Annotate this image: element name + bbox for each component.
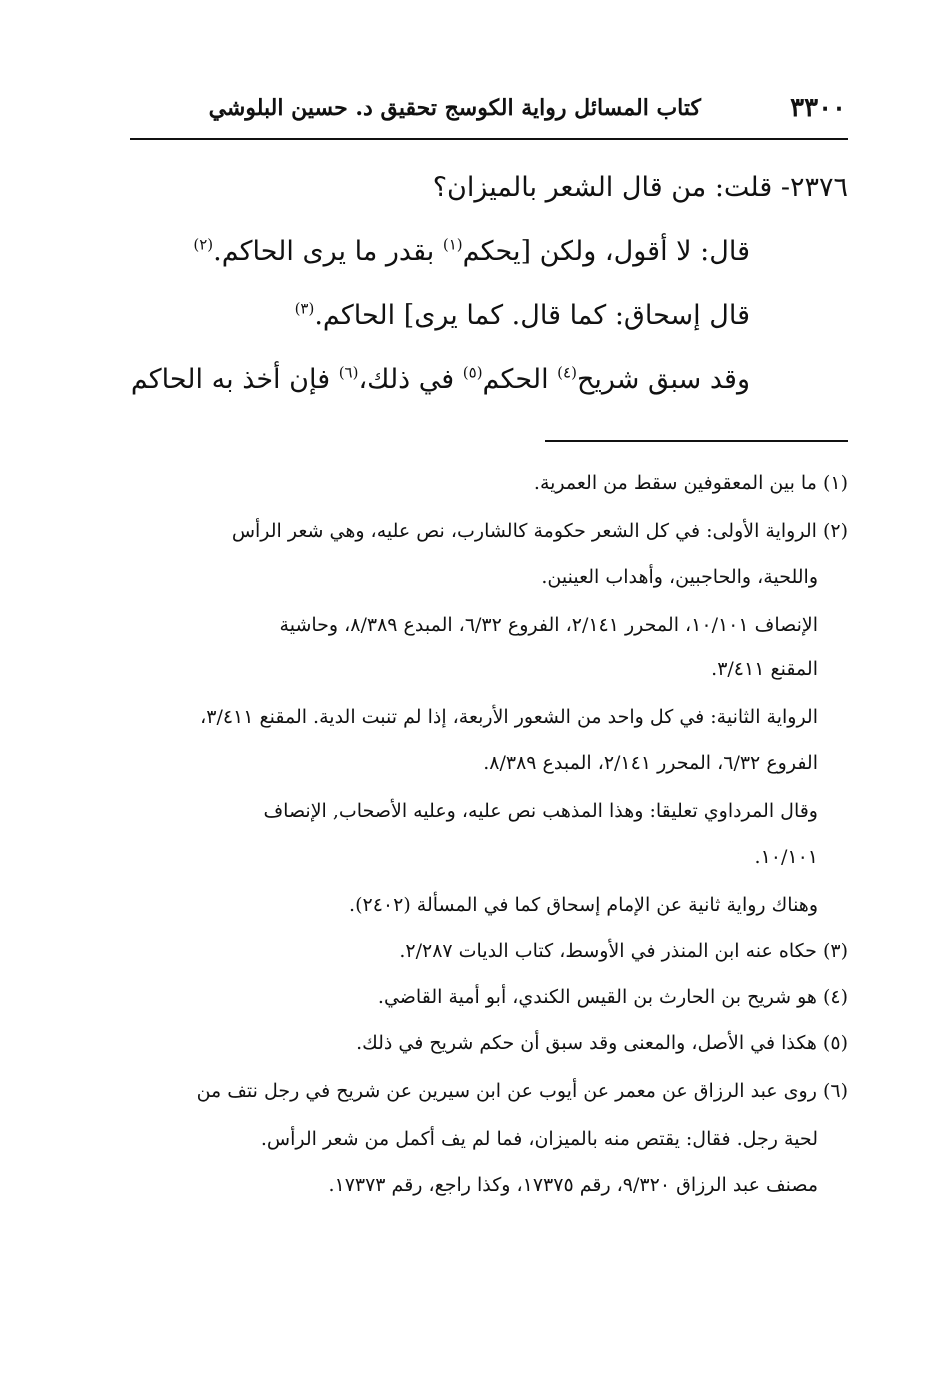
shurayh-text-a: وقد سبق شريح <box>576 364 750 395</box>
running-title: كتاب المسائل رواية الكوسج تحقيق د. حسين البلوشي <box>208 95 701 121</box>
shurayh-text-b: الحكم <box>482 364 558 395</box>
ishaq-text: قال إسحاق: كما قال. كما يرى] الحاكم. <box>314 300 750 331</box>
footnote-ref-1[interactable]: (١) <box>442 235 463 254</box>
ishaq-line <box>295 300 750 331</box>
answer-line <box>193 236 750 267</box>
header-rule <box>130 138 848 140</box>
footnote-ref-4[interactable]: (٤) <box>557 363 577 382</box>
shurayh-text-d: فإن أخذ به الحاكم <box>130 364 339 395</box>
page-number: ٣٣٠٠ <box>790 93 846 123</box>
question-line <box>433 172 848 203</box>
footnote-rule <box>545 440 848 442</box>
footnote-4: (٤) هو شريح بن الحارث بن القيس الكندي، أبو أمية القاضي. <box>377 986 848 1008</box>
answer-text-b: بقدر ما يرى الحاكم. <box>213 236 443 267</box>
footnote-ref-6[interactable]: (٦) <box>338 363 359 382</box>
footnote-2-line-6: الفروع ٦/٣٢، المحرر ٢/١٤١، المبدع ٨/٣٨٩. <box>483 752 818 774</box>
footnote-6-line-1: (٦) روى عبد الرزاق عن معمر عن أيوب عن ابن سيرين عن شريح في رجل نتف من <box>196 1080 848 1102</box>
footnote-2-line-4: المقنع ٣/٤١١. <box>711 658 818 680</box>
shurayh-text-c: في ذلك، <box>358 364 463 395</box>
page-header <box>130 93 846 133</box>
footnote-2-line-9: وهناك رواية ثانية عن الإمام إسحاق كما في المسألة (٢٤٠٢). <box>349 894 818 916</box>
footnote-ref-5[interactable]: (٥) <box>462 363 483 382</box>
footnote-2-line-2: واللحية، والحاجبين، وأهداب العينين. <box>541 566 818 588</box>
footnote-1: (١) ما بين المعقوفين سقط من العمرية. <box>533 472 848 494</box>
footnote-2-line-8: ١٠/١٠١. <box>754 846 818 868</box>
footnote-5: (٥) هكذا في الأصل، والمعنى وقد سبق أن حكم شريح في ذلك. <box>356 1032 848 1054</box>
footnote-ref-3[interactable]: (٣) <box>294 299 315 318</box>
footnote-2-line-1: (٢) الرواية الأولى: في كل الشعر حكومة كالشارب، نص عليه، وهي شعر الرأس <box>231 520 848 542</box>
footnote-ref-2[interactable]: (٢) <box>193 235 214 254</box>
footnote-6-line-2: لحية رجل. فقال: يقتص منه بالميزان، فما لم يف أكمل من شعر الرأس. <box>260 1128 818 1150</box>
footnote-2-line-3: الإنصاف ١٠/١٠١، المحرر ٢/١٤١، الفروع ٦/٣٢، المبدع ٨/٣٨٩، وحاشية <box>279 614 818 636</box>
footnote-3: (٣) حكاه عنه ابن المنذر في الأوسط، كتاب الديات ٢/٢٨٧. <box>399 940 848 962</box>
footnote-2-line-5: الرواية الثانية: في كل واحد من الشعور الأربعة، إذا لم تنبت الدية. المقنع ٣/٤١١، <box>200 706 818 728</box>
shurayh-line <box>131 364 750 395</box>
footnote-2-line-7: وقال المرداوي تعليقا: وهذا المذهب نص عليه، وعليه الأصحاب, الإنصاف <box>263 800 818 822</box>
question-text: ٢٣٧٦- قلت: من قال الشعر بالميزان؟ <box>432 172 848 203</box>
answer-text-a: قال: لا أقول، ولكن [يحكم <box>462 236 750 267</box>
footnote-6-line-3: مصنف عبد الرزاق ٩/٣٢٠، رقم ١٧٣٧٥، وكذا راجع، رقم ١٧٣٧٣. <box>328 1174 818 1196</box>
